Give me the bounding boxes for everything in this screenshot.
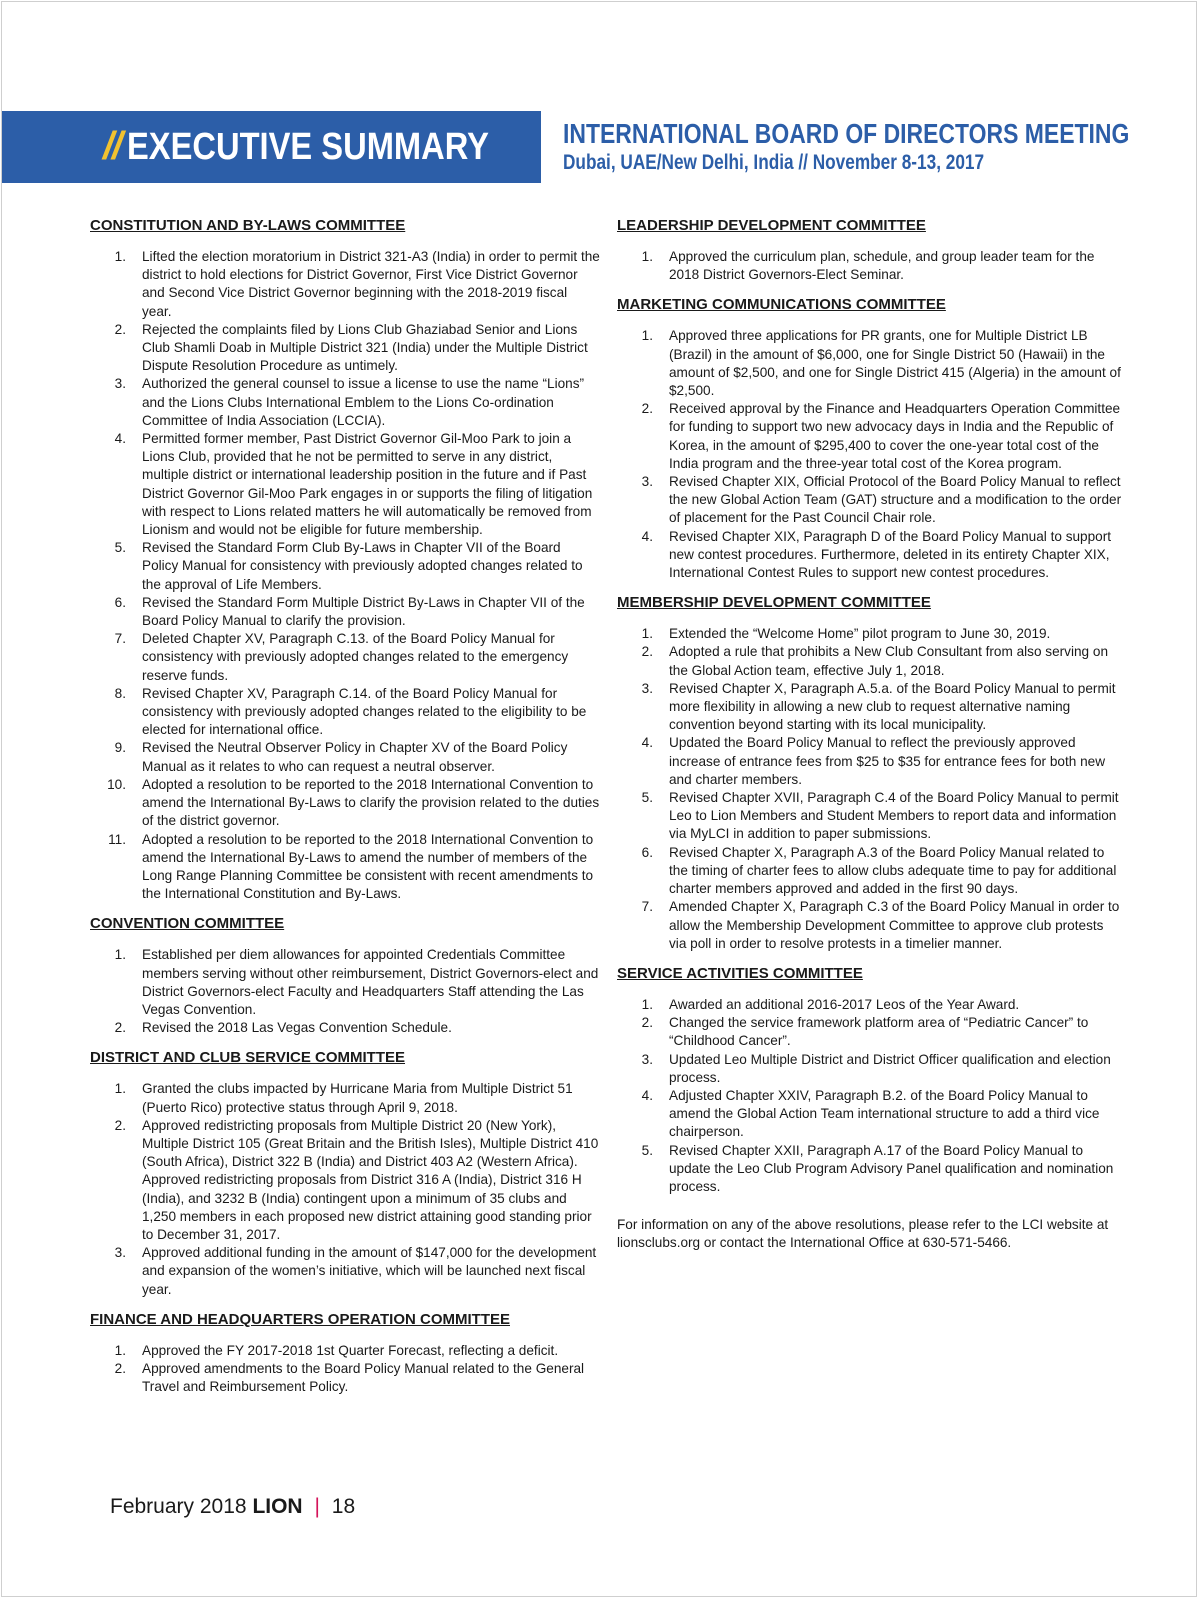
banner-slashes: // [103,125,121,168]
section-service [617,965,1122,1196]
section-membership [617,594,1122,953]
item-text: Approved redistricting proposals from Multiple District 20 (New York), Multiple District 105 (Great Britain and the British Isles), Multiple District 410 (South Africa), District 322 B (India) and District 403 A2 (Western Africa). Approved redistricting proposals from District 316 A (India), District 316 H (India), and 3232 B (India) contingent upon a minimum of 35 clubs and 1,250 members in each proposed new district attaining good standing prior to December 31, 2017. [142,1117,599,1242]
right-column [617,217,1122,1253]
section-heading: DISTRICT AND CLUB SERVICE COMMITTEE [90,1049,406,1067]
item-number: 1. [114,249,126,264]
item-number: 2. [114,321,126,337]
item-text: Adopted a resolution to be reported to the 2018 International Convention to amend the International By-Laws to clarify the provision related to the duties of the district governor. [142,776,600,829]
item-text: Updated Leo Multiple District and District Officer qualification and election process. [669,1051,1111,1085]
item-number: 7. [114,631,126,647]
item-number: 2. [114,1020,126,1036]
executive-summary-banner [2,111,541,183]
resolution-list [90,1080,600,1298]
section-heading: LEADERSHIP DEVELOPMENT COMMITTEE [617,217,926,234]
item-text: Changed the service framework platform area of “Pediatric Cancer” to “Childhood Cancer”. [669,1015,1089,1049]
item-number: 10. [107,776,126,792]
section-heading: SERVICE ACTIVITIES COMMITTEE [617,964,863,982]
section-heading: MEMBERSHIP DEVELOPMENT COMMITTEE [617,594,931,612]
item-number: 5. [114,540,126,556]
resolution-item [90,1019,600,1037]
item-number: 2. [114,1360,126,1376]
resolution-item [617,1087,1122,1142]
item-text: Approved additional funding in the amount of $147,000 for the development and expansion of the women’s initiative, which will be launched next fiscal year. [142,1245,597,1297]
section-finance [90,1311,600,1397]
resolution-item [90,539,600,594]
item-text: Revised Chapter XV, Paragraph C.14. of the Board Policy Manual for consistency with previously adopted changes related to the eligibility to be elected for international office. [142,685,587,738]
item-text: Revised Chapter XIX, Paragraph D of the Board Policy Manual to support new contest procedures. Furthermore, deleted in its entirety Chapter XIX, International Contest Rules to support new contest procedures. [669,528,1112,581]
item-number: 11. [108,831,126,847]
resolution-list [617,996,1122,1196]
item-text: Revised Chapter XXII, Paragraph A.17 of the Board Policy Manual to update the Leo Club Program Advisory Panel qualification and nomination process. [669,1142,1114,1194]
item-text: Rejected the complaints filed by Lions Club Ghaziabad Senior and Lions Club Shamli Doab in Multiple District 321 (India) under the Multiple District Dispute Resolution Procedure as untimely. [142,321,588,374]
resolution-item [90,375,600,430]
item-text: Updated the Board Policy Manual to reflect the previously approved increase of entrance fees from $25 to $35 for entrance fees for both new and charter members. [669,735,1106,787]
item-text: Authorized the general counsel to issue a license to use the name “Lions” and the Lions Clubs International Emblem to the Lions Co-ordination Committee of India Association (LCCIA). [142,376,585,428]
item-text: Amended Chapter X, Paragraph C.3 of the Board Policy Manual in order to allow the Membership Development Committee to approve club protests via poll in order to resolve protests in a timelier manner. [669,899,1120,951]
resolution-item [90,321,600,376]
resolution-item [617,528,1122,583]
item-text: Established per diem allowances for appointed Credentials Committee members serving without other reimbursement, District Governors-elect and District Governors-elect Faculty and Headquarters Staff attending the Las Vegas Convention. [142,947,599,1017]
item-number: 4. [114,431,126,447]
resolution-item [617,789,1122,844]
left-column [90,217,600,1408]
resolution-item [90,776,600,831]
item-text: Lifted the election moratorium in District 321-A3 (India) in order to permit the district to hold elections for District Governor, First Vice District Governor and Second Vice District Governor beginning with the 2018-2019 fiscal year. [142,249,600,319]
item-number: 3. [641,680,653,696]
item-number: 7. [641,899,653,915]
resolution-item [617,734,1122,789]
resolution-item [617,473,1122,528]
contact-info: For information on any of the above resolutions, please refer to the LCI website at lionsclubs.org or contact the International Office at 630-571-5466. [617,1217,1109,1251]
item-number: 5. [641,1142,653,1158]
item-text: Revised Chapter XIX, Official Protocol of the Board Policy Manual to reflect the new Global Action Team (GAT) structure and a modification to the order of placement for the Past Council Chair role. [669,474,1122,526]
item-number: 1. [641,328,653,344]
item-text: Revised the 2018 Las Vegas Convention Schedule. [142,1020,452,1036]
item-text: Revised the Standard Form Club By-Laws in Chapter VII of the Board Policy Manual for consistency with previously adopted changes related to the approval of Life Members. [142,540,583,592]
item-text: Received approval by the Finance and Headquarters Operation Committee for funding to support two new advocacy days in India and the Republic of Korea, in the amount of $295,400 to cover the one-year total cost of the India program and the three-year total cost of the Korea program. [669,401,1121,471]
item-text: Approved amendments to the Board Policy Manual related to the General Travel and Reimbursement Policy. [142,1360,585,1395]
resolution-item [90,1342,600,1360]
resolution-item [617,680,1122,735]
item-number: 2. [641,1015,653,1031]
item-text: Permitted former member, Past District Governor Gil-Moo Park to join a Lions Club, provided that he not be permitted to serve in any district, multiple district or international leadership position in the future and if Past District Governor Gil-Moo Park engages in or supports the filing of litigation with respect to Lions related matters he will automatically be removed from Lionism and would not be eligible for future membership. [142,431,593,538]
item-number: 3. [114,376,126,392]
resolution-item [90,1360,600,1396]
resolution-item [617,898,1122,953]
resolution-item [90,831,600,904]
resolution-item [90,946,600,1019]
item-number: 3. [114,1245,126,1261]
item-text: Adjusted Chapter XXIV, Paragraph B.2. of the Board Policy Manual to amend the Global Action Team international structure to add a third vice chairperson. [669,1087,1100,1140]
resolution-item [90,1117,600,1244]
item-text: Extended the “Welcome Home” pilot program to June 30, 2019. [669,626,1051,642]
item-text: Approved three applications for PR grants, one for Multiple District LB (Brazil) in the amount of $6,000, one for Single District 50 (Hawaii) in the amount of $2,500, and one for Single District 415 (Algeria) in the amount of $2,500. [669,328,1121,399]
item-text: Revised the Neutral Observer Policy in Chapter XV of the Board Policy Manual as it relates to who can request a neutral observer. [142,740,568,774]
section-heading: CONSTITUTION AND BY-LAWS COMMITTEE [90,217,406,234]
item-number: 3. [641,1051,653,1067]
item-number: 2. [641,644,653,660]
meeting-header [563,118,1183,176]
resolution-item [90,739,600,775]
item-number: 3. [641,474,653,490]
resolution-item [617,1142,1122,1197]
resolution-item [617,400,1122,473]
item-text: Revised Chapter XVII, Paragraph C.4 of the Board Policy Manual to permit Leo to Lion Members and Student Members to report data and information via MyLCI in addition to paper submissions. [669,790,1119,842]
resolution-item [90,248,600,321]
section-district-club-service [90,1049,600,1298]
section-marketing [617,296,1122,582]
item-text: Granted the clubs impacted by Hurricane Maria from Multiple District 51 (Puerto Rico) protective status through April 9, 2018. [142,1081,573,1115]
item-text: Awarded an additional 2016-2017 Leos of the Year Award. [669,996,1020,1012]
item-text: Adopted a rule that prohibits a New Club Consultant from also serving on the Global Action team, effective July 1, 2018. [669,644,1109,678]
item-number: 8. [114,685,126,701]
item-number: 4. [641,528,653,544]
meeting-subtitle: Dubai, UAE/New Delhi, India // November 8-13, 2017 [563,151,985,174]
item-number: 6. [114,594,126,610]
item-number: 1. [641,996,653,1012]
resolution-item [90,630,600,685]
item-text: Revised Chapter X, Paragraph A.3 of the Board Policy Manual related to the timing of charter fees to allow clubs adequate time to pay for additional charter members approved and added in the first 90 days. [669,844,1117,897]
section-heading: FINANCE AND HEADQUARTERS OPERATION COMMITTEE [90,1310,510,1328]
item-number: 1. [114,1342,126,1358]
item-number: 1. [641,626,653,642]
resolution-list [90,1342,600,1397]
resolution-item [617,1051,1122,1087]
item-number: 6. [641,844,653,860]
resolution-list [617,625,1122,953]
item-number: 2. [641,401,653,417]
resolution-list [90,946,600,1037]
item-number: 1. [641,249,653,264]
item-text: Revised the Standard Form Multiple District By-Laws in Chapter VII of the Board Policy Manual to clarify the provision. [142,594,585,629]
item-text: Revised Chapter X, Paragraph A.5.a. of the Board Policy Manual to permit more flexibility in allowing a new club to request alternative naming convention beyond starting with its local municipality. [669,680,1116,733]
page-footer [110,1495,355,1519]
item-text: Approved the FY 2017-2018 1st Quarter Forecast, reflecting a deficit. [142,1342,559,1358]
item-number: 5. [641,790,653,806]
item-text: Approved the curriculum plan, schedule, and group leader team for the 2018 District Governors-Elect Seminar. [669,249,1095,283]
resolution-item [90,685,600,740]
resolution-item [617,625,1122,643]
footer-page-number: 18 [331,1495,356,1518]
item-number: 4. [641,735,653,751]
footer-separator: | [314,1495,320,1518]
section-heading: CONVENTION COMMITTEE [90,915,285,933]
footer-magazine: LION [252,1495,303,1518]
banner-title: EXECUTIVE SUMMARY [126,125,489,168]
section-constitution [90,217,600,903]
resolution-item [617,1014,1122,1050]
resolution-item [617,248,1122,284]
resolution-item [90,1080,600,1116]
resolution-list [90,248,600,903]
resolution-item [617,643,1122,679]
resolution-list [617,327,1122,582]
item-number: 9. [114,740,126,756]
resolution-item [617,996,1122,1014]
item-number: 1. [114,947,126,963]
section-heading: MARKETING COMMUNICATIONS COMMITTEE [617,296,946,314]
item-text: Deleted Chapter XV, Paragraph C.13. of the Board Policy Manual for consistency with previously adopted changes related to the emergency reserve funds. [142,631,569,683]
item-number: 2. [114,1117,126,1133]
item-number: 4. [641,1087,653,1103]
footer-date: February 2018 [110,1495,247,1518]
item-text: Adopted a resolution to be reported to the 2018 International Convention to amend the International By-Laws to amend the number of members of the Long Range Planning Committee be consistent with recent amendments to the International Constitution and By-Laws. [142,831,594,902]
resolution-item [90,1244,600,1299]
section-convention [90,915,600,1037]
resolution-item [617,844,1122,899]
resolution-list [617,248,1122,284]
meeting-title: INTERNATIONAL BOARD OF DIRECTORS MEETING [563,118,1130,149]
resolution-item [90,594,600,630]
item-number: 1. [114,1081,126,1097]
resolution-item [90,430,600,539]
resolution-item [617,327,1122,400]
section-leadership [617,217,1122,284]
